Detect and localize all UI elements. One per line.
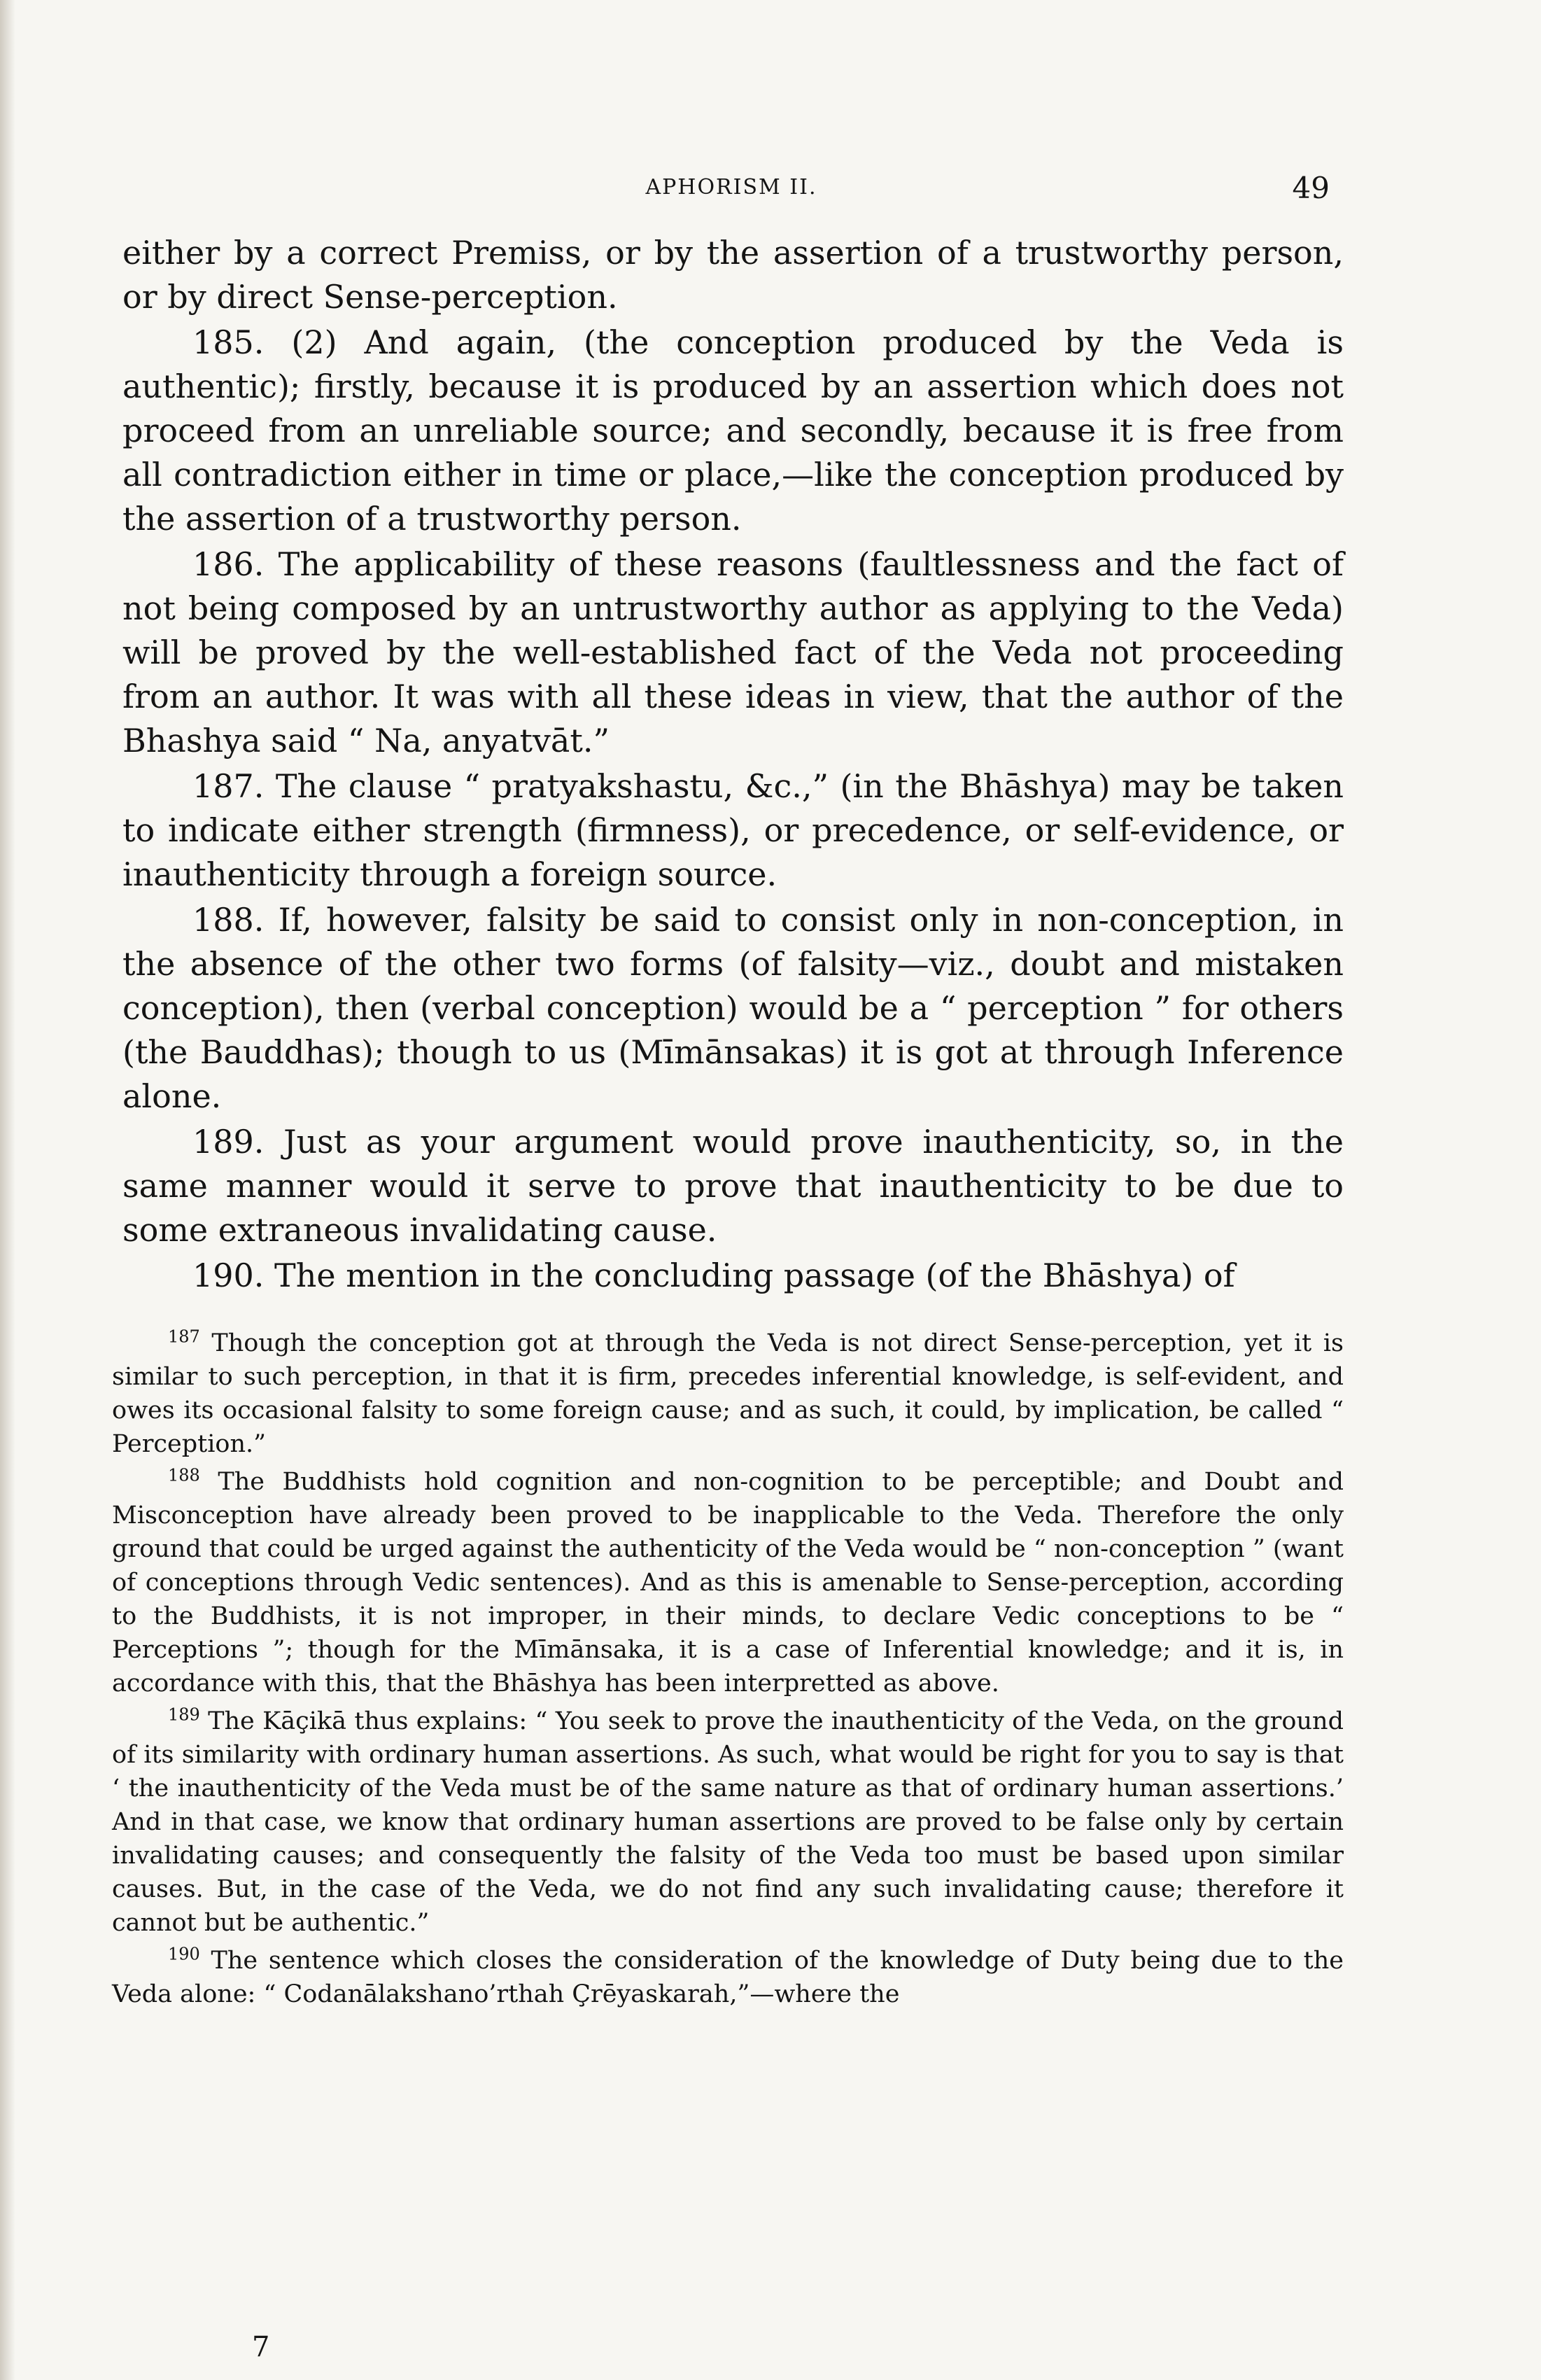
footnote-mark: 190 (168, 1944, 200, 1964)
footnote-188 (112, 1465, 1344, 1700)
footnote-187 (112, 1326, 1344, 1461)
paragraph-number: 187. (192, 767, 265, 805)
paragraph-number: 189. (192, 1123, 265, 1161)
paragraph-text: If, however, falsity be said to consist only in non-conception, in the absence of the other two forms (of falsity—viz., doubt and mistaken conception), then (verbal conception) would be a “ perception ” for others (the Bauddhas); though to us (Mīmānsakas) it is got at through Inference alone. (122, 901, 1344, 1115)
paragraph-number: 190. (192, 1256, 265, 1294)
paragraph-text: Just as your argument would prove inauthenticity, so, in the same manner would it serve to prove that inauthenticity to be due to some extraneous invalidating cause. (122, 1123, 1344, 1249)
footnote-mark: 189 (168, 1704, 200, 1725)
paragraph-185 (122, 321, 1344, 541)
footnote-189 (112, 1704, 1344, 1940)
footnote-mark: 187 (168, 1326, 200, 1347)
paragraph-number: 186. (192, 545, 265, 583)
page-header (119, 171, 1344, 217)
main-text (122, 231, 1344, 1298)
footnote-text: Though the conception got at through the Veda is not direct Sense-perception, yet it is similar to such perception, in that it is firm, precedes inferential knowledge, is self-evident, and owes its occasional falsity to some foreign cause; and as such, it could, by implication, be called “ Perception.” (112, 1329, 1344, 1458)
paragraph-188 (122, 898, 1344, 1119)
paragraph-189 (122, 1120, 1344, 1252)
continuation-paragraph: either by a correct Premiss, or by the assertion of a trustworthy person, or by direct Sense-perception. (122, 234, 1344, 316)
footnote-text: The sentence which closes the consideration of the knowledge of Duty being due to the Veda alone: “ Codanālakshano’rthah Çrēyaskarah,”—where the (112, 1947, 1344, 2008)
paragraph-text: (2) And again, (the conception produced by the Veda is authentic); firstly, because it is produced by an assertion which does not proceed from an unreliable source; and secondly, because it is free from all contradiction either in time or place,—like the conception produced by the assertion of a trustworthy person. (122, 323, 1344, 538)
running-head: APHORISM II. (645, 175, 817, 200)
page-number: 49 (1292, 171, 1330, 205)
paragraph-number: 185. (192, 323, 265, 361)
paragraph-186 (122, 542, 1344, 763)
footnote-190 (112, 1944, 1344, 2011)
footnotes (112, 1326, 1344, 2015)
footnote-text: The Buddhists hold cognition and non-cognition to be perceptible; and Doubt and Misconception have already been proved to be inapplicable to the Veda. Therefore the only ground that could be urged against the authenticity of the Veda would be “ non-conception ” (want of conceptions through Vedic sentences). And as this is amenable to Sense-perception, according to the Buddhists, it is not improper, in their minds, to declare Vedic conceptions to be “ Perceptions ”; though for the Mīmānsaka, it is a case of Inferential knowledge; and it is, in accordance with this, that the Bhāshya has been interpretted as above. (112, 1468, 1344, 1698)
page-binding-edge (0, 0, 15, 2380)
paragraph-190 (122, 1254, 1344, 1298)
paragraph-number: 188. (192, 901, 265, 939)
paragraph-text: The mention in the concluding passage (of the Bhāshya) of (274, 1256, 1235, 1294)
signature-mark: 7 (252, 2331, 270, 2363)
footnote-text: The Kāçikā thus explains: “ You seek to prove the inauthenticity of the Veda, on the ground of its similarity with ordinary human assertions. As such, what would be right for you to say is that ‘ the inauthenticity of the Veda must be of the same nature as that of ordinary human assertions.’ And in that case, we know that ordinary human assertions are proved to be false only by certain invalidating causes; and consequently the falsity of the Veda too must be based upon similar causes. But, in the case of the Veda, we do not find any such invalidating cause; therefore it cannot but be authentic.” (112, 1707, 1344, 1937)
paragraph-text: The clause “ pratyakshastu, &c.,” (in the Bhāshya) may be taken to indicate either strength (firmness), or precedence, or self-evidence, or inauthenticity through a foreign source. (122, 767, 1344, 893)
paragraph-187 (122, 764, 1344, 897)
footnote-mark: 188 (168, 1465, 200, 1485)
paragraph-text: The applicability of these reasons (faultlessness and the fact of not being composed by an untrustworthy author as applying to the Veda) will be proved by the well-established fact of the Veda not proceeding from an author. It was with all these ideas in view, that the author of the Bhashya said “ Na, anyatvāt.” (122, 545, 1344, 760)
